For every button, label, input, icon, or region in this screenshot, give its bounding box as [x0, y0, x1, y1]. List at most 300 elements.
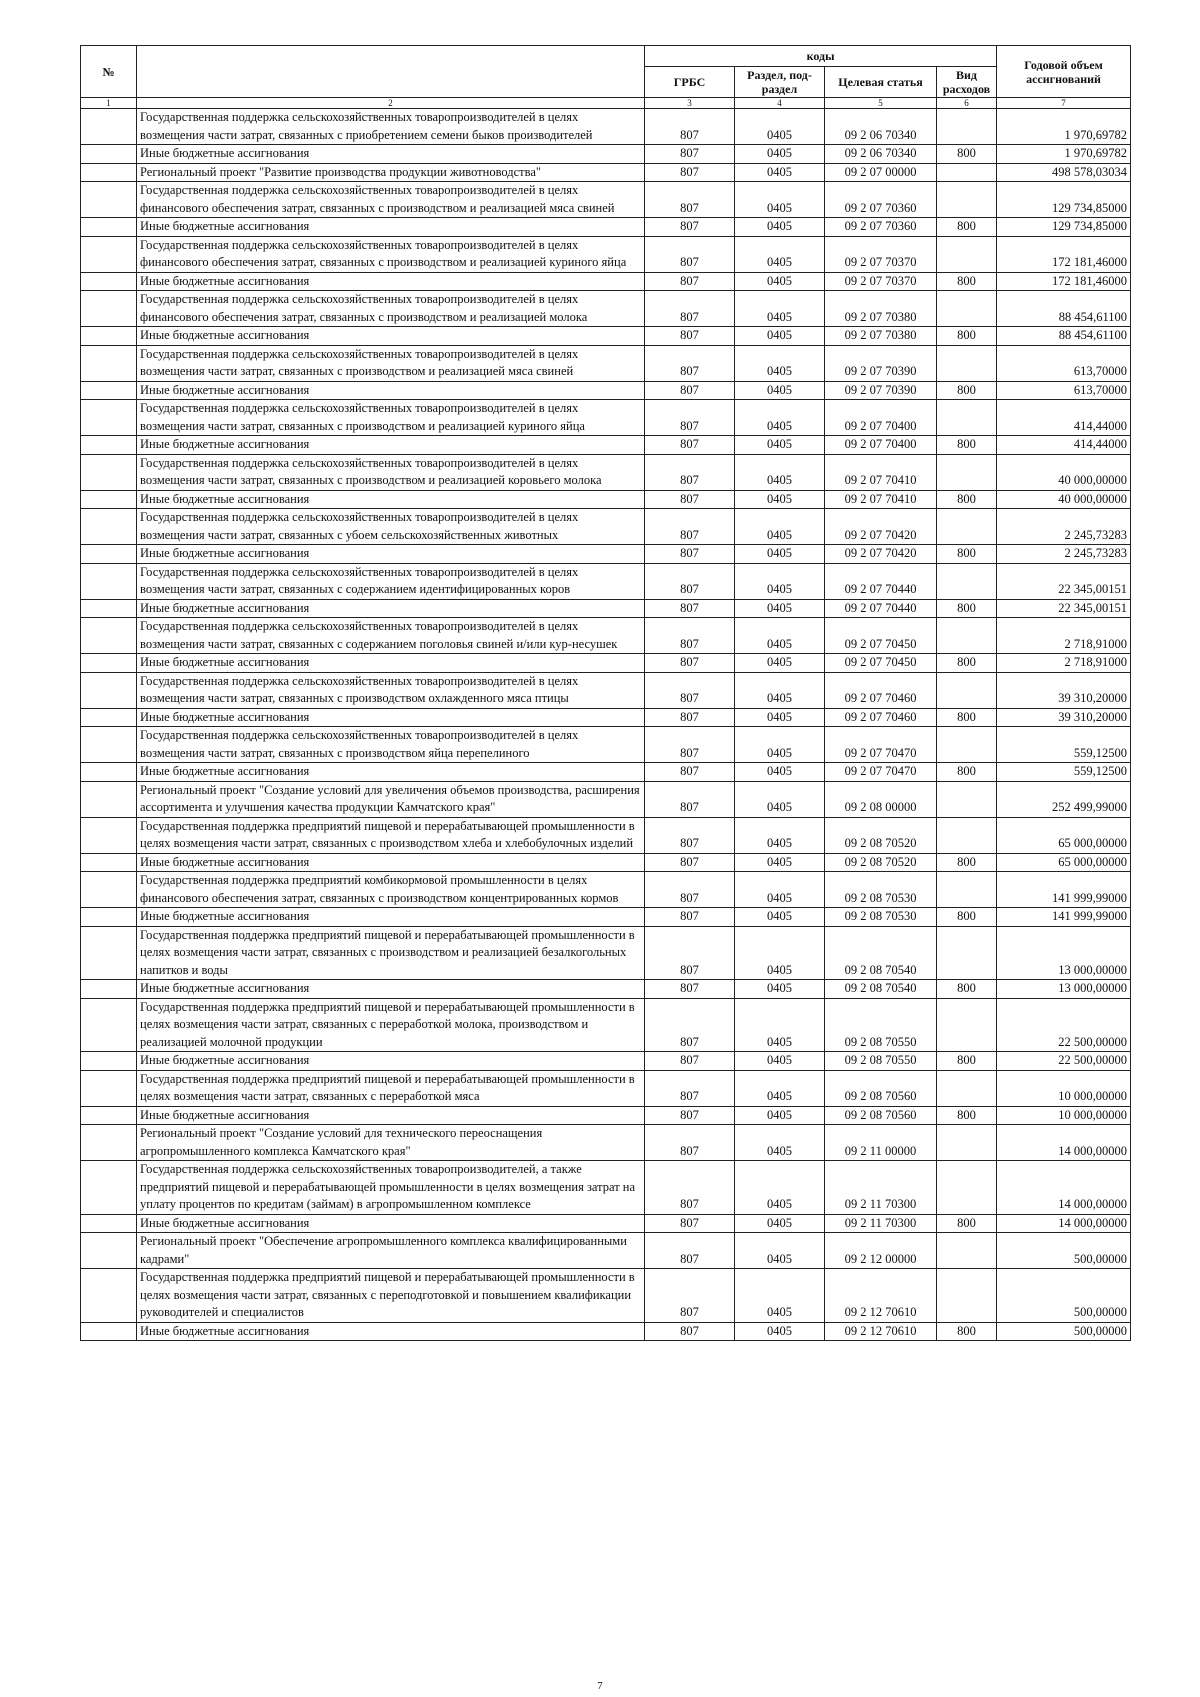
- cell-amount: 13 000,00000: [997, 980, 1131, 999]
- cell-grbs: 807: [645, 599, 735, 618]
- table-row: [81, 490, 1131, 509]
- cell-grbs: 807: [645, 509, 735, 545]
- cell-kind: 800: [937, 272, 997, 291]
- cell-grbs: 807: [645, 672, 735, 708]
- cell-target: 09 2 07 70370: [825, 272, 937, 291]
- cell-description: Государственная поддержка предприятий пищевой и перерабатывающей промышленности в целях возмещения части затрат, связанных с производством хлеба и хлебобулочных изделий: [137, 817, 645, 853]
- cell-no: [81, 1161, 137, 1215]
- cell-description: Иные бюджетные ассигнования: [137, 381, 645, 400]
- cell-section: 0405: [735, 163, 825, 182]
- cell-no: [81, 926, 137, 980]
- cell-kind: [937, 1070, 997, 1106]
- cell-kind: [937, 1269, 997, 1323]
- table-row: [81, 1052, 1131, 1071]
- table-row: [81, 291, 1131, 327]
- column-number: 4: [735, 98, 825, 109]
- cell-target: 09 2 11 70300: [825, 1214, 937, 1233]
- cell-section: 0405: [735, 1269, 825, 1323]
- cell-target: 09 2 08 70530: [825, 872, 937, 908]
- table-row: [81, 218, 1131, 237]
- cell-kind: 800: [937, 763, 997, 782]
- cell-amount: 65 000,00000: [997, 817, 1131, 853]
- cell-kind: 800: [937, 1214, 997, 1233]
- cell-amount: 88 454,61100: [997, 327, 1131, 346]
- cell-no: [81, 672, 137, 708]
- cell-kind: [937, 509, 997, 545]
- cell-amount: 40 000,00000: [997, 454, 1131, 490]
- table-row: [81, 1322, 1131, 1341]
- table-row: [81, 436, 1131, 455]
- cell-target: 09 2 08 70550: [825, 998, 937, 1052]
- cell-kind: [937, 236, 997, 272]
- cell-target: 09 2 07 70440: [825, 599, 937, 618]
- cell-section: 0405: [735, 490, 825, 509]
- header-amount: Годовой объем ассигнований: [997, 46, 1131, 98]
- cell-grbs: 807: [645, 545, 735, 564]
- cell-no: [81, 872, 137, 908]
- cell-amount: 129 734,85000: [997, 218, 1131, 237]
- cell-kind: 800: [937, 381, 997, 400]
- cell-kind: 800: [937, 436, 997, 455]
- cell-target: 09 2 12 00000: [825, 1233, 937, 1269]
- cell-description: Государственная поддержка сельскохозяйственных товаропроизводителей в целях финансового обеспечения затрат, связанных с производством и реализацией куриного яйца: [137, 236, 645, 272]
- cell-section: 0405: [735, 998, 825, 1052]
- cell-kind: [937, 400, 997, 436]
- cell-no: [81, 817, 137, 853]
- cell-kind: [937, 345, 997, 381]
- column-number: 6: [937, 98, 997, 109]
- cell-amount: 2 718,91000: [997, 654, 1131, 673]
- cell-target: 09 2 12 70610: [825, 1269, 937, 1323]
- table-row: [81, 998, 1131, 1052]
- cell-amount: 172 181,46000: [997, 272, 1131, 291]
- cell-grbs: 807: [645, 654, 735, 673]
- cell-no: [81, 436, 137, 455]
- cell-no: [81, 563, 137, 599]
- cell-section: 0405: [735, 1052, 825, 1071]
- cell-grbs: 807: [645, 109, 735, 145]
- cell-section: 0405: [735, 708, 825, 727]
- budget-table-page: [80, 45, 1130, 1341]
- cell-grbs: 807: [645, 872, 735, 908]
- table-row: [81, 1125, 1131, 1161]
- cell-amount: 2 245,73283: [997, 545, 1131, 564]
- cell-amount: 172 181,46000: [997, 236, 1131, 272]
- cell-kind: 800: [937, 1106, 997, 1125]
- cell-amount: 39 310,20000: [997, 672, 1131, 708]
- cell-grbs: 807: [645, 708, 735, 727]
- cell-description: Иные бюджетные ассигнования: [137, 853, 645, 872]
- cell-grbs: 807: [645, 327, 735, 346]
- table-row: [81, 454, 1131, 490]
- cell-section: 0405: [735, 436, 825, 455]
- cell-amount: 498 578,03034: [997, 163, 1131, 182]
- cell-no: [81, 236, 137, 272]
- cell-target: 09 2 07 70450: [825, 654, 937, 673]
- cell-section: 0405: [735, 381, 825, 400]
- cell-description: Государственная поддержка сельскохозяйственных товаропроизводителей в целях возмещения части затрат, связанных с производством и реализацией куриного яйца: [137, 400, 645, 436]
- cell-description: Государственная поддержка предприятий пищевой и перерабатывающей промышленности в целях возмещения части затрат, связанных с переработкой молока, производством и реализацией молочной продукции: [137, 998, 645, 1052]
- cell-target: 09 2 11 00000: [825, 1125, 937, 1161]
- cell-no: [81, 1214, 137, 1233]
- cell-no: [81, 781, 137, 817]
- cell-target: 09 2 06 70340: [825, 145, 937, 164]
- table-row: [81, 781, 1131, 817]
- cell-amount: 14 000,00000: [997, 1125, 1131, 1161]
- cell-amount: 141 999,99000: [997, 872, 1131, 908]
- cell-section: 0405: [735, 1214, 825, 1233]
- cell-no: [81, 218, 137, 237]
- cell-section: 0405: [735, 509, 825, 545]
- cell-kind: [937, 926, 997, 980]
- cell-grbs: 807: [645, 1233, 735, 1269]
- cell-section: 0405: [735, 618, 825, 654]
- cell-grbs: 807: [645, 291, 735, 327]
- cell-grbs: 807: [645, 817, 735, 853]
- cell-no: [81, 163, 137, 182]
- cell-section: 0405: [735, 853, 825, 872]
- cell-kind: 800: [937, 327, 997, 346]
- cell-kind: [937, 1233, 997, 1269]
- table-row: [81, 763, 1131, 782]
- cell-amount: 500,00000: [997, 1233, 1131, 1269]
- cell-description: Государственная поддержка сельскохозяйственных товаропроизводителей в целях возмещения части затрат, связанных с приобретением семени быков производителей: [137, 109, 645, 145]
- cell-target: 09 2 11 70300: [825, 1161, 937, 1215]
- cell-no: [81, 654, 137, 673]
- cell-no: [81, 454, 137, 490]
- cell-amount: 141 999,99000: [997, 908, 1131, 927]
- cell-no: [81, 599, 137, 618]
- cell-amount: 252 499,99000: [997, 781, 1131, 817]
- header-description: [137, 46, 645, 98]
- cell-amount: 13 000,00000: [997, 926, 1131, 980]
- cell-description: Государственная поддержка предприятий пищевой и перерабатывающей промышленности в целях возмещения части затрат, связанных с производством и реализацией безалкогольных напитков и воды: [137, 926, 645, 980]
- cell-no: [81, 980, 137, 999]
- cell-no: [81, 763, 137, 782]
- cell-target: 09 2 07 70460: [825, 672, 937, 708]
- header-grbs: ГРБС: [645, 67, 735, 98]
- cell-description: Иные бюджетные ассигнования: [137, 327, 645, 346]
- cell-no: [81, 509, 137, 545]
- column-number-row: [81, 98, 1131, 109]
- cell-target: 09 2 07 70370: [825, 236, 937, 272]
- cell-description: Региональный проект "Обеспечение агропромышленного комплекса квалифицированными кадрами": [137, 1233, 645, 1269]
- cell-section: 0405: [735, 1161, 825, 1215]
- cell-target: 09 2 06 70340: [825, 109, 937, 145]
- cell-no: [81, 908, 137, 927]
- cell-section: 0405: [735, 908, 825, 927]
- cell-grbs: 807: [645, 618, 735, 654]
- cell-amount: 40 000,00000: [997, 490, 1131, 509]
- cell-grbs: 807: [645, 926, 735, 980]
- cell-description: Государственная поддержка предприятий комбикормовой промышленности в целях финансового обеспечения затрат, связанных с производством концентрированных кормов: [137, 872, 645, 908]
- table-row: [81, 345, 1131, 381]
- cell-section: 0405: [735, 291, 825, 327]
- cell-kind: [937, 727, 997, 763]
- table-row: [81, 545, 1131, 564]
- cell-section: 0405: [735, 272, 825, 291]
- cell-description: Иные бюджетные ассигнования: [137, 490, 645, 509]
- cell-amount: 500,00000: [997, 1322, 1131, 1341]
- cell-description: Иные бюджетные ассигнования: [137, 763, 645, 782]
- cell-grbs: 807: [645, 400, 735, 436]
- cell-description: Иные бюджетные ассигнования: [137, 1106, 645, 1125]
- cell-no: [81, 708, 137, 727]
- cell-description: Государственная поддержка предприятий пищевой и перерабатывающей промышленности в целях возмещения части затрат, связанных с переработкой мяса: [137, 1070, 645, 1106]
- table-row: [81, 163, 1131, 182]
- cell-target: 09 2 07 70450: [825, 618, 937, 654]
- cell-kind: 800: [937, 654, 997, 673]
- cell-kind: 800: [937, 145, 997, 164]
- cell-amount: 500,00000: [997, 1269, 1131, 1323]
- cell-kind: 800: [937, 545, 997, 564]
- cell-kind: [937, 618, 997, 654]
- cell-description: Иные бюджетные ассигнования: [137, 599, 645, 618]
- cell-kind: [937, 817, 997, 853]
- cell-target: 09 2 07 70470: [825, 763, 937, 782]
- cell-no: [81, 1125, 137, 1161]
- cell-amount: 129 734,85000: [997, 182, 1131, 218]
- cell-target: 09 2 07 70380: [825, 291, 937, 327]
- cell-no: [81, 618, 137, 654]
- table-row: [81, 926, 1131, 980]
- cell-section: 0405: [735, 454, 825, 490]
- cell-section: 0405: [735, 1070, 825, 1106]
- cell-kind: [937, 163, 997, 182]
- table-row: [81, 272, 1131, 291]
- cell-amount: 414,44000: [997, 436, 1131, 455]
- cell-no: [81, 998, 137, 1052]
- table-row: [81, 980, 1131, 999]
- cell-amount: 22 500,00000: [997, 998, 1131, 1052]
- table-row: [81, 599, 1131, 618]
- cell-kind: [937, 1125, 997, 1161]
- cell-section: 0405: [735, 182, 825, 218]
- cell-target: 09 2 07 70420: [825, 545, 937, 564]
- cell-target: 09 2 07 00000: [825, 163, 937, 182]
- cell-amount: 613,70000: [997, 345, 1131, 381]
- cell-target: 09 2 07 70470: [825, 727, 937, 763]
- column-number: 1: [81, 98, 137, 109]
- cell-grbs: 807: [645, 980, 735, 999]
- cell-section: 0405: [735, 145, 825, 164]
- cell-description: Иные бюджетные ассигнования: [137, 545, 645, 564]
- table-row: [81, 236, 1131, 272]
- cell-target: 09 2 08 70520: [825, 853, 937, 872]
- cell-description: Иные бюджетные ассигнования: [137, 218, 645, 237]
- cell-grbs: 807: [645, 163, 735, 182]
- cell-kind: 800: [937, 1052, 997, 1071]
- cell-grbs: 807: [645, 763, 735, 782]
- cell-grbs: 807: [645, 727, 735, 763]
- cell-description: Иные бюджетные ассигнования: [137, 145, 645, 164]
- cell-section: 0405: [735, 345, 825, 381]
- cell-kind: 800: [937, 490, 997, 509]
- cell-description: Иные бюджетные ассигнования: [137, 1214, 645, 1233]
- cell-section: 0405: [735, 926, 825, 980]
- cell-kind: [937, 781, 997, 817]
- cell-kind: 800: [937, 599, 997, 618]
- cell-description: Государственная поддержка сельскохозяйственных товаропроизводителей в целях финансового обеспечения затрат, связанных с производством и реализацией молока: [137, 291, 645, 327]
- cell-no: [81, 727, 137, 763]
- column-number: 3: [645, 98, 735, 109]
- cell-grbs: 807: [645, 145, 735, 164]
- cell-section: 0405: [735, 1233, 825, 1269]
- cell-target: 09 2 07 70460: [825, 708, 937, 727]
- cell-target: 09 2 08 70520: [825, 817, 937, 853]
- table-row: [81, 400, 1131, 436]
- cell-target: 09 2 07 70420: [825, 509, 937, 545]
- cell-no: [81, 1233, 137, 1269]
- cell-description: Государственная поддержка сельскохозяйственных товаропроизводителей в целях возмещения части затрат, связанных с содержанием идентифицированных коров: [137, 563, 645, 599]
- cell-description: Государственная поддержка сельскохозяйственных товаропроизводителей в целях возмещения части затрат, связанных с содержанием поголовья свиней и/или кур-несушек: [137, 618, 645, 654]
- column-number: 5: [825, 98, 937, 109]
- cell-kind: [937, 109, 997, 145]
- cell-no: [81, 345, 137, 381]
- cell-no: [81, 145, 137, 164]
- cell-amount: 65 000,00000: [997, 853, 1131, 872]
- cell-kind: [937, 872, 997, 908]
- cell-grbs: 807: [645, 381, 735, 400]
- cell-grbs: 807: [645, 853, 735, 872]
- cell-grbs: 807: [645, 1125, 735, 1161]
- cell-target: 09 2 07 70360: [825, 182, 937, 218]
- cell-grbs: 807: [645, 218, 735, 237]
- cell-description: Иные бюджетные ассигнования: [137, 708, 645, 727]
- cell-kind: [937, 998, 997, 1052]
- cell-target: 09 2 07 70410: [825, 490, 937, 509]
- table-row: [81, 1106, 1131, 1125]
- cell-description: Иные бюджетные ассигнования: [137, 908, 645, 927]
- cell-section: 0405: [735, 400, 825, 436]
- cell-section: 0405: [735, 109, 825, 145]
- cell-amount: 414,44000: [997, 400, 1131, 436]
- cell-amount: 1 970,69782: [997, 109, 1131, 145]
- cell-section: 0405: [735, 672, 825, 708]
- cell-amount: 39 310,20000: [997, 708, 1131, 727]
- cell-target: 09 2 07 70380: [825, 327, 937, 346]
- cell-description: Иные бюджетные ассигнования: [137, 272, 645, 291]
- table-row: [81, 727, 1131, 763]
- cell-kind: [937, 672, 997, 708]
- cell-amount: 1 970,69782: [997, 145, 1131, 164]
- cell-no: [81, 291, 137, 327]
- cell-amount: 2 718,91000: [997, 618, 1131, 654]
- cell-kind: [937, 1161, 997, 1215]
- cell-grbs: 807: [645, 1106, 735, 1125]
- cell-kind: 800: [937, 708, 997, 727]
- cell-target: 09 2 08 70540: [825, 980, 937, 999]
- cell-section: 0405: [735, 763, 825, 782]
- cell-target: 09 2 07 70390: [825, 345, 937, 381]
- cell-amount: 10 000,00000: [997, 1106, 1131, 1125]
- table-row: [81, 1269, 1131, 1323]
- cell-target: 09 2 07 70390: [825, 381, 937, 400]
- cell-no: [81, 400, 137, 436]
- cell-grbs: 807: [645, 454, 735, 490]
- cell-section: 0405: [735, 1106, 825, 1125]
- cell-section: 0405: [735, 727, 825, 763]
- cell-no: [81, 1070, 137, 1106]
- cell-grbs: 807: [645, 236, 735, 272]
- cell-no: [81, 1322, 137, 1341]
- cell-kind: 800: [937, 908, 997, 927]
- cell-description: Государственная поддержка сельскохозяйственных товаропроизводителей в целях возмещения части затрат, связанных с производством охлажденного мяса птицы: [137, 672, 645, 708]
- header-codes: коды: [645, 46, 997, 67]
- cell-description: Государственная поддержка сельскохозяйственных товаропроизводителей в целях возмещения части затрат, связанных с производством яйца перепелиного: [137, 727, 645, 763]
- cell-grbs: 807: [645, 781, 735, 817]
- cell-kind: 800: [937, 1322, 997, 1341]
- cell-no: [81, 490, 137, 509]
- cell-section: 0405: [735, 545, 825, 564]
- cell-amount: 22 345,00151: [997, 563, 1131, 599]
- page-number: 7: [597, 1680, 603, 1692]
- cell-kind: 800: [937, 853, 997, 872]
- cell-amount: 613,70000: [997, 381, 1131, 400]
- cell-no: [81, 109, 137, 145]
- cell-target: 09 2 07 70440: [825, 563, 937, 599]
- cell-description: Государственная поддержка предприятий пищевой и перерабатывающей промышленности в целях возмещения части затрат, связанных с переподготовкой и повышением квалификации руководителей и специалистов: [137, 1269, 645, 1323]
- cell-description: Региональный проект "Развитие производства продукции животноводства": [137, 163, 645, 182]
- header-target: Целевая статья: [825, 67, 937, 98]
- cell-kind: [937, 454, 997, 490]
- cell-section: 0405: [735, 980, 825, 999]
- cell-target: 09 2 08 70550: [825, 1052, 937, 1071]
- table-row: [81, 817, 1131, 853]
- table-row: [81, 109, 1131, 145]
- table-row: [81, 509, 1131, 545]
- cell-amount: 10 000,00000: [997, 1070, 1131, 1106]
- cell-kind: [937, 563, 997, 599]
- cell-target: 09 2 08 70540: [825, 926, 937, 980]
- table-row: [81, 872, 1131, 908]
- cell-section: 0405: [735, 563, 825, 599]
- table-row: [81, 145, 1131, 164]
- cell-description: Государственная поддержка сельскохозяйственных товаропроизводителей в целях возмещения части затрат, связанных с убоем сельскохозяйственных животных: [137, 509, 645, 545]
- header-no: №: [81, 46, 137, 98]
- cell-grbs: 807: [645, 272, 735, 291]
- table-row: [81, 708, 1131, 727]
- table-row: [81, 1233, 1131, 1269]
- cell-grbs: 807: [645, 436, 735, 455]
- cell-amount: 22 500,00000: [997, 1052, 1131, 1071]
- cell-no: [81, 272, 137, 291]
- cell-grbs: 807: [645, 563, 735, 599]
- cell-description: Иные бюджетные ассигнования: [137, 1052, 645, 1071]
- cell-kind: 800: [937, 980, 997, 999]
- cell-no: [81, 1269, 137, 1323]
- cell-section: 0405: [735, 1125, 825, 1161]
- cell-grbs: 807: [645, 490, 735, 509]
- cell-grbs: 807: [645, 1214, 735, 1233]
- budget-table: [80, 45, 1131, 1341]
- table-body: [81, 109, 1131, 1341]
- cell-kind: 800: [937, 218, 997, 237]
- cell-description: Государственная поддержка сельскохозяйственных товаропроизводителей, а также предприятий пищевой и перерабатывающей промышленности в целях возмещения затрат на уплату процентов по кредитам (займам) в агропромышленном комплексе: [137, 1161, 645, 1215]
- cell-target: 09 2 07 70360: [825, 218, 937, 237]
- cell-section: 0405: [735, 236, 825, 272]
- cell-amount: 14 000,00000: [997, 1161, 1131, 1215]
- cell-description: Региональный проект "Создание условий для технического переоснащения агропромышленного комплекса Камчатского края": [137, 1125, 645, 1161]
- table-row: [81, 1161, 1131, 1215]
- header-section: Раздел, под-раздел: [735, 67, 825, 98]
- cell-amount: 559,12500: [997, 727, 1131, 763]
- column-number: 7: [997, 98, 1131, 109]
- cell-grbs: 807: [645, 1269, 735, 1323]
- cell-section: 0405: [735, 599, 825, 618]
- cell-section: 0405: [735, 1322, 825, 1341]
- cell-grbs: 807: [645, 1161, 735, 1215]
